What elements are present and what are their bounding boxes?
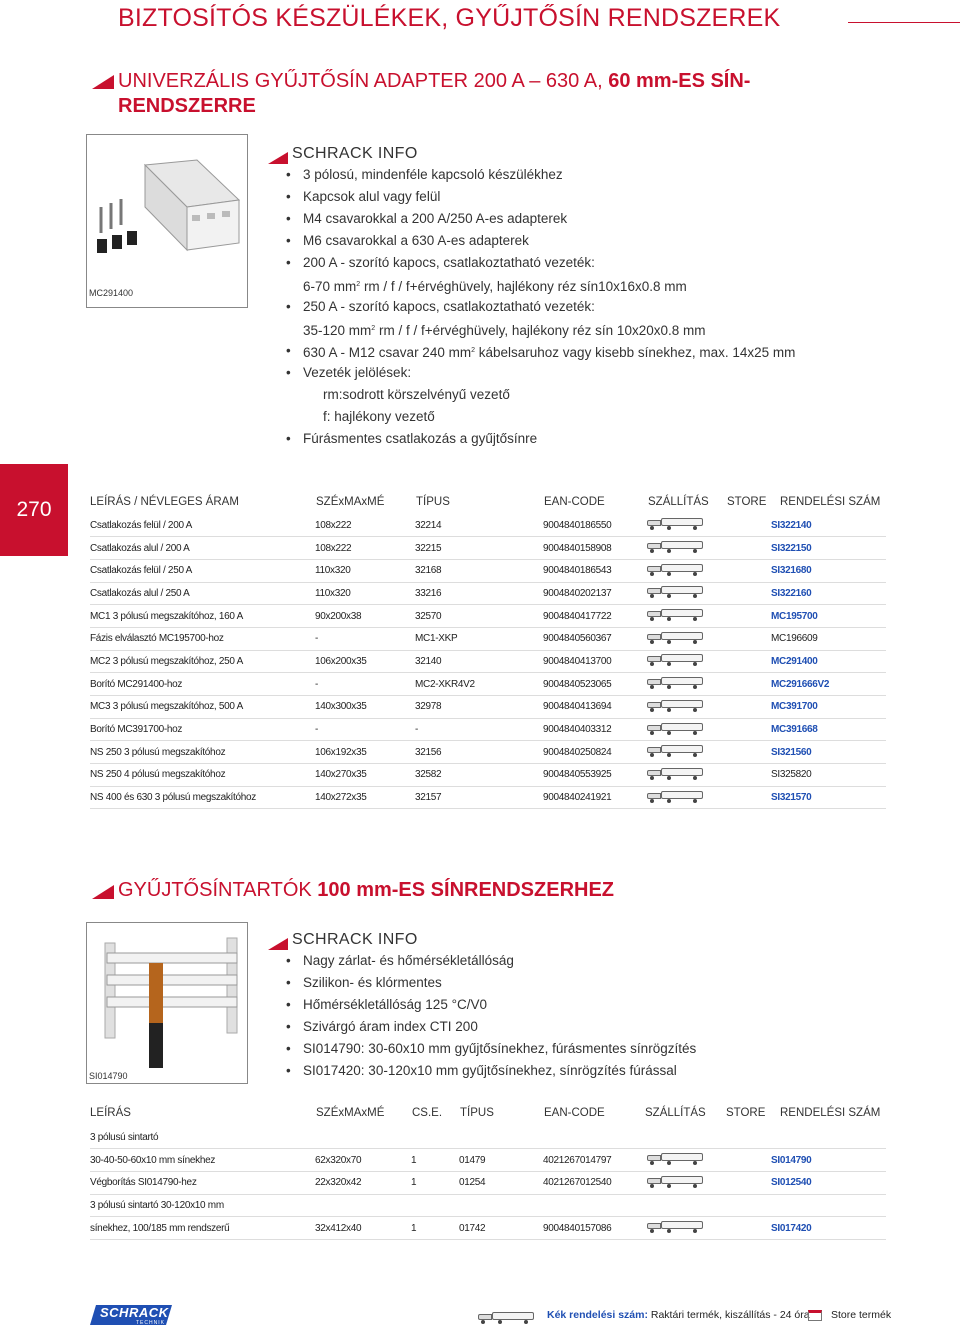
cell-pack: 1 [411,1171,459,1194]
cell-desc: Csatlakozás felül / 200 A [90,514,315,537]
info-item: • SI017420: 30-120x10 mm gyűjtősínekhez, sínrögzítés fúrással [283,1060,696,1082]
cell-dim: 110x320 [315,582,415,605]
table1 [90,514,886,809]
cell-type: 32978 [415,696,543,719]
cell-desc: 3 pólusú sintartó 30-120x10 mm [90,1194,886,1217]
logo-sub: TECHNIK [136,1320,165,1326]
truck-icon [647,1176,703,1187]
truck-icon [647,1221,703,1232]
table-row [90,605,886,628]
truck-icon [647,745,703,756]
cell-order[interactable]: SI322150 [771,537,886,560]
cell-dim: - [315,673,415,696]
cell-order[interactable]: MC196609 [771,627,886,650]
truck-icon [647,768,703,779]
table-row [90,627,886,650]
cell-dim: 106x192x35 [315,741,415,764]
cell-ean: 9004840553925 [543,764,647,787]
cell-dim: 106x200x35 [315,650,415,673]
cell-delivery [647,537,771,560]
cell-delivery [647,514,771,537]
cell-delivery [647,1217,771,1240]
truck-icon [647,791,703,802]
table-row [90,1171,886,1194]
cell-delivery [647,1171,771,1194]
info-subitem: f: hajlékony vezető [323,409,435,424]
cell-pack: 1 [411,1217,459,1240]
logo-text: SCHRACK [100,1305,169,1320]
col-header: LEÍRÁS / NÉVLEGES ÁRAM [90,496,239,508]
cell-desc: Csatlakozás alul / 250 A [90,582,315,605]
cell-delivery [647,650,771,673]
cell-ean: 9004840157086 [543,1217,647,1240]
cell-delivery [647,718,771,741]
cell-dim: 140x270x35 [315,764,415,787]
section-marker-icon [92,75,114,89]
cell-ean: 9004840413700 [543,650,647,673]
cell-order[interactable]: SI322160 [771,582,886,605]
col-header: SZÉxMAxMÉ [316,496,385,508]
table-row [90,764,886,787]
cell-ean: 9004840250824 [543,741,647,764]
info-subitem: rm:sodrott körszelvényű vezető [323,387,510,402]
truck-icon [647,564,703,575]
col-header: RENDELÉSI SZÁM [780,1107,881,1119]
table-row [90,673,886,696]
table-row [90,741,886,764]
cell-order[interactable]: SI321570 [771,786,886,809]
cell-type: 32215 [415,537,543,560]
table-row [90,559,886,582]
info-item: • Fúrásmentes csatlakozás a gyűjtősínre [283,428,795,450]
cell-type: 32140 [415,650,543,673]
cell-desc: MC3 3 pólusú megszakítóhoz, 500 A [90,696,315,719]
truck-icon [647,518,703,529]
product-image-adapter [86,134,248,308]
cell-delivery [647,696,771,719]
image-code: SI014790 [89,1071,128,1081]
cell-dim: 22x320x42 [315,1171,411,1194]
cell-dim: 108x222 [315,514,415,537]
cell-type: MC2-XKR4V2 [415,673,543,696]
info-item: • Nagy zárlat- és hőmérsékletállóság [283,950,696,972]
table-row [90,696,886,719]
table-row [90,1149,886,1172]
info-item: • Szivárgó áram index CTI 200 [283,1016,696,1038]
cell-desc: NS 250 3 pólusú megszakítóhoz [90,741,315,764]
info-list [283,950,696,1082]
section1-title-normal: UNIVERZÁLIS GYŰJTŐSÍN ADAPTER 200 A – 630 A, [118,70,609,92]
col-header: STORE [726,1107,766,1119]
col-header: SZÁLLÍTÁS [648,496,709,508]
truck-icon [647,700,703,711]
cell-ean: 9004840417722 [543,605,647,628]
cell-type: 32157 [415,786,543,809]
truck-icon [647,1153,703,1164]
cell-type: 32214 [415,514,543,537]
cell-delivery [647,1149,771,1172]
section1-title [118,69,750,119]
cell-dim: 110x320 [315,559,415,582]
truck-icon [647,609,703,620]
cell-pack: 1 [411,1149,459,1172]
info-item: • Kapcsok alul vagy felül [283,186,795,208]
footer-legend [547,1309,810,1321]
cell-desc: MC2 3 pólusú megszakítóhoz, 250 A [90,650,315,673]
table-row [90,537,886,560]
page-title: BIZTOSÍTÓS KÉSZÜLÉKEK, GYŰJTŐSÍN RENDSZEREK [118,4,781,32]
cell-type: 32168 [415,559,543,582]
col-header: TÍPUS [460,1107,494,1119]
col-header: STORE [727,496,767,508]
info-list [283,164,795,450]
table-row [90,718,886,741]
cell-type: 01254 [459,1171,543,1194]
cell-ean: 9004840413694 [543,696,647,719]
cell-dim: 62x320x70 [315,1149,411,1172]
cell-order[interactable]: SI014790 [771,1149,886,1172]
legend-rest: Raktári termék, kiszállítás - 24 óra [647,1309,810,1321]
col-header: EAN-CODE [544,496,605,508]
table2-header [90,1105,886,1125]
cell-delivery [647,605,771,628]
section2-title-normal: GYŰJTŐSÍNTARTÓK [118,879,318,901]
cell-desc: 3 pólusú sintartó [90,1126,886,1149]
cell-desc: Végborítás SI014790-hez [90,1171,315,1194]
info-item: • SI014790: 30-60x10 mm gyűjtősínekhez, fúrásmentes sínrögzítés [283,1038,696,1060]
cell-ean: 9004840202137 [543,582,647,605]
cell-desc: Fázis elválasztó MC195700-hoz [90,627,315,650]
cell-dim: - [315,718,415,741]
info-item: • 200 A - szorító kapocs, csatlakoztatható vezeték: [283,252,795,274]
cell-type: MC1-XKP [415,627,543,650]
store-legend: Store termék [831,1309,892,1321]
cell-order[interactable]: MC391668 [771,718,886,741]
table-row [90,1217,886,1240]
cell-delivery [647,673,771,696]
table-row [90,1126,886,1149]
cell-order[interactable]: MC391700 [771,696,886,719]
info-item: • 250 A - szorító kapocs, csatlakoztatható vezeték: [283,296,795,318]
cell-type: 32582 [415,764,543,787]
cell-order[interactable]: SI012540 [771,1171,886,1194]
schrack-logo [90,1303,172,1329]
section1-title-bold: 60 mm-ES SÍN- [608,70,751,92]
image-code: MC291400 [89,288,134,298]
table1-header [90,494,886,514]
cell-order[interactable]: SI325820 [771,764,886,787]
adapter-illustration [87,135,247,307]
title-rule [848,22,960,23]
col-header: SZÉxMAxMÉ [316,1107,385,1119]
cell-delivery [647,786,771,809]
page-number-tab: 270 [0,464,68,556]
cell-order[interactable]: SI321680 [771,559,886,582]
cell-type: 01479 [459,1149,543,1172]
table-row [90,1194,886,1217]
cell-order[interactable]: MC291400 [771,650,886,673]
truck-icon [647,723,703,734]
cell-ean: 9004840560367 [543,627,647,650]
table-row [90,582,886,605]
cell-desc: Borító MC391700-hoz [90,718,315,741]
cell-delivery [647,764,771,787]
store-icon [808,1310,822,1321]
info-heading: SCHRACK INFO [292,931,418,948]
info-item-cont: 6-70 $mm^2$ rm / f / f+érvéghüvely, hajlékony réz sín10x16x0.8 mm [303,279,687,294]
info-item: • Szilikon- és klórmentes [283,972,696,994]
info-marker-icon [268,152,288,164]
cell-desc: sínekhez, 100/185 mm rendszerű [90,1217,315,1240]
col-header: TÍPUS [416,496,450,508]
cell-desc: MC1 3 pólusú megszakítóhoz, 160 A [90,605,315,628]
cell-type: - [415,718,543,741]
info-marker-icon [268,938,288,950]
cell-dim: 140x272x35 [315,786,415,809]
section1-title-line2: RENDSZERRE [118,95,256,117]
info-item: • Hőmérsékletállóság 125 °C/V0 [283,994,696,1016]
table-row [90,786,886,809]
cell-type: 33216 [415,582,543,605]
cell-type: 01742 [459,1217,543,1240]
cell-delivery [647,741,771,764]
col-header: RENDELÉSI SZÁM [780,496,881,508]
legend-truck-icon [478,1310,534,1328]
info-item: • M6 csavarokkal a 630 A-es adapterek [283,230,795,252]
info-heading: SCHRACK INFO [292,145,418,162]
cell-dim: 140x300x35 [315,696,415,719]
table2 [90,1126,886,1240]
legend-bold: Kék rendelési szám: [547,1309,648,1321]
cell-dim: 108x222 [315,537,415,560]
cell-order[interactable]: SI321560 [771,741,886,764]
cell-delivery [647,582,771,605]
cell-type: 32156 [415,741,543,764]
table-row [90,650,886,673]
col-header: LEÍRÁS [90,1107,131,1119]
cell-delivery [647,559,771,582]
cell-type: 32570 [415,605,543,628]
truck-icon [647,677,703,688]
busbar-holder-illustration [87,923,247,1083]
cell-ean: 9004840403312 [543,718,647,741]
cell-desc: NS 400 és 630 3 pólusú megszakítóhoz [90,786,315,809]
cell-ean: 9004840186543 [543,559,647,582]
cell-ean: 9004840186550 [543,514,647,537]
truck-icon [647,632,703,643]
cell-order[interactable]: SI017420 [771,1217,886,1240]
cell-desc: Csatlakozás alul / 200 A [90,537,315,560]
table-row [90,514,886,537]
cell-dim: - [315,627,415,650]
truck-icon [647,586,703,597]
cell-ean: 9004840523065 [543,673,647,696]
cell-ean: 9004840158908 [543,537,647,560]
cell-delivery [647,627,771,650]
info-item: • Vezeték jelölések: [283,362,795,384]
cell-ean: 9004840241921 [543,786,647,809]
section2-title-bold: 100 mm-ES SÍNRENDSZERHEZ [317,879,615,901]
cell-order[interactable]: SI322140 [771,514,886,537]
section-marker-icon [92,885,114,899]
cell-desc: Csatlakozás felül / 250 A [90,559,315,582]
info-item-cont: 35-120 $mm^2$ rm / f / f+érvéghüvely, hajlékony réz sín 10x20x0.8 mm [303,323,706,338]
info-item: • M4 csavarokkal a 200 A/250 A-es adapterek [283,208,795,230]
col-header: CS.E. [412,1107,443,1119]
cell-dim: 90x200x38 [315,605,415,628]
cell-order[interactable]: MC291666V2 [771,673,886,696]
truck-icon [647,541,703,552]
cell-order[interactable]: MC195700 [771,605,886,628]
info-item: • 630 A - M12 csavar 240 $mm^2$ kábelsaruhoz vagy kisebb sínekhez, max. 14x25 mm [283,340,795,362]
col-header: SZÁLLÍTÁS [645,1107,706,1119]
col-header: EAN-CODE [544,1107,605,1119]
cell-desc: 30-40-50-60x10 mm sínekhez [90,1149,315,1172]
cell-desc: NS 250 4 pólusú megszakítóhoz [90,764,315,787]
section2-title [118,878,614,903]
cell-dim: 32x412x40 [315,1217,411,1240]
cell-ean: 4021267012540 [543,1171,647,1194]
truck-icon [647,654,703,665]
info-item: • 3 pólosú, mindenféle kapcsoló készülékhez [283,164,795,186]
product-image-busbar-holder [86,922,248,1084]
cell-ean: 4021267014797 [543,1149,647,1172]
cell-desc: Borító MC291400-hoz [90,673,315,696]
